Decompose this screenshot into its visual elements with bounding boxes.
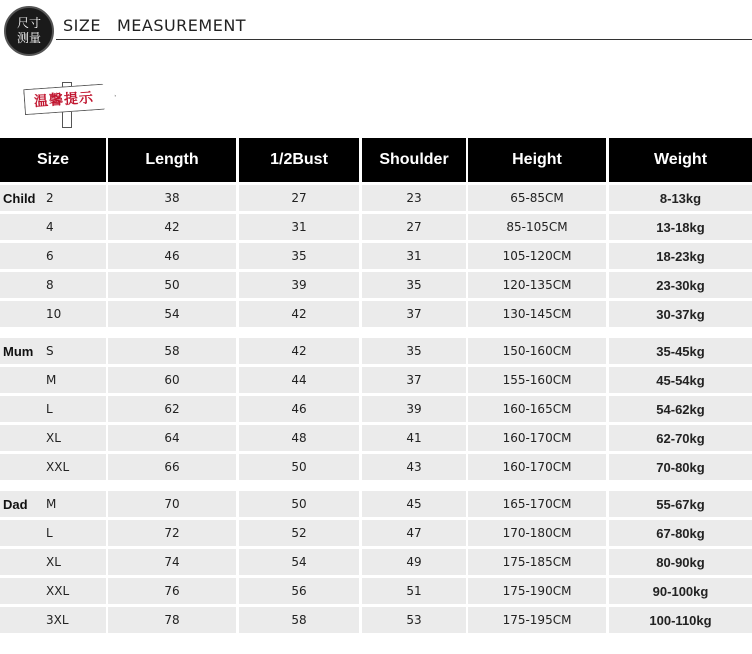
cell-half-bust: 54 bbox=[239, 549, 359, 575]
size-value: L bbox=[46, 402, 53, 416]
cell-shoulder: 35 bbox=[362, 272, 466, 298]
table-row bbox=[0, 272, 752, 298]
cell-shoulder: 49 bbox=[362, 549, 466, 575]
header-divider bbox=[56, 39, 752, 40]
cell-weight: 62-70kg bbox=[609, 425, 752, 451]
table-row bbox=[0, 214, 752, 240]
cell-length: 62 bbox=[108, 396, 236, 422]
table-row bbox=[0, 338, 752, 364]
table-row bbox=[0, 243, 752, 269]
cell-half-bust: 42 bbox=[239, 301, 359, 327]
cell-height: 175-190CM bbox=[468, 578, 606, 604]
cell-height: 85-105CM bbox=[468, 214, 606, 240]
cell-size bbox=[0, 425, 106, 451]
cell-height: 150-160CM bbox=[468, 338, 606, 364]
page-header bbox=[0, 0, 752, 56]
table-row bbox=[0, 185, 752, 211]
cell-weight: 35-45kg bbox=[609, 338, 752, 364]
cell-size bbox=[0, 607, 106, 633]
table-row bbox=[0, 578, 752, 604]
cell-weight: 18-23kg bbox=[609, 243, 752, 269]
cell-shoulder: 45 bbox=[362, 491, 466, 517]
badge-line-1: 尺寸 bbox=[16, 16, 41, 30]
cell-length: 74 bbox=[108, 549, 236, 575]
cell-shoulder: 39 bbox=[362, 396, 466, 422]
size-value: M bbox=[46, 373, 57, 387]
cell-half-bust: 58 bbox=[239, 607, 359, 633]
cell-length: 42 bbox=[108, 214, 236, 240]
cell-height: 175-195CM bbox=[468, 607, 606, 633]
cell-shoulder: 53 bbox=[362, 607, 466, 633]
size-value: XXL bbox=[46, 584, 70, 598]
cell-size bbox=[0, 491, 106, 517]
table-row bbox=[0, 549, 752, 575]
cell-half-bust: 31 bbox=[239, 214, 359, 240]
cell-height: 170-180CM bbox=[468, 520, 606, 546]
cell-weight: 30-37kg bbox=[609, 301, 752, 327]
cell-size bbox=[0, 520, 106, 546]
cell-height: 160-170CM bbox=[468, 454, 606, 480]
cell-height: 165-170CM bbox=[468, 491, 606, 517]
cell-weight: 100-110kg bbox=[609, 607, 752, 633]
cell-shoulder: 41 bbox=[362, 425, 466, 451]
cell-half-bust: 35 bbox=[239, 243, 359, 269]
size-value: XL bbox=[46, 431, 61, 445]
cell-half-bust: 39 bbox=[239, 272, 359, 298]
size-value: L bbox=[46, 526, 53, 540]
cell-shoulder: 23 bbox=[362, 185, 466, 211]
table-row bbox=[0, 301, 752, 327]
size-value: 10 bbox=[46, 307, 62, 321]
cell-half-bust: 46 bbox=[239, 396, 359, 422]
cell-weight: 70-80kg bbox=[609, 454, 752, 480]
group-label: Mum bbox=[3, 343, 34, 359]
cell-length: 54 bbox=[108, 301, 236, 327]
table-header-row bbox=[0, 138, 752, 182]
size-value: 3XL bbox=[46, 613, 69, 627]
group-label: Child bbox=[3, 190, 36, 206]
cell-length: 58 bbox=[108, 338, 236, 364]
size-value: 8 bbox=[46, 278, 54, 292]
cell-length: 66 bbox=[108, 454, 236, 480]
title-size: SIZE bbox=[63, 16, 101, 35]
cell-height: 175-185CM bbox=[468, 549, 606, 575]
column-header-shoulder: Shoulder bbox=[362, 138, 466, 182]
cell-weight: 13-18kg bbox=[609, 214, 752, 240]
cell-size bbox=[0, 396, 106, 422]
cell-length: 70 bbox=[108, 491, 236, 517]
cell-weight: 8-13kg bbox=[609, 185, 752, 211]
cell-shoulder: 43 bbox=[362, 454, 466, 480]
table-row bbox=[0, 367, 752, 393]
cell-shoulder: 47 bbox=[362, 520, 466, 546]
cell-shoulder: 37 bbox=[362, 301, 466, 327]
cell-half-bust: 44 bbox=[239, 367, 359, 393]
size-value: XL bbox=[46, 555, 61, 569]
cell-half-bust: 50 bbox=[239, 491, 359, 517]
cell-size bbox=[0, 272, 106, 298]
table-row bbox=[0, 491, 752, 517]
cell-shoulder: 31 bbox=[362, 243, 466, 269]
cell-half-bust: 42 bbox=[239, 338, 359, 364]
cell-height: 155-160CM bbox=[468, 367, 606, 393]
cell-size bbox=[0, 338, 106, 364]
cell-height: 105-120CM bbox=[468, 243, 606, 269]
tip-label: 温馨提示 bbox=[33, 89, 95, 111]
title-measurement: MEASUREMENT bbox=[116, 16, 247, 35]
cell-weight: 80-90kg bbox=[609, 549, 752, 575]
cell-weight: 67-80kg bbox=[609, 520, 752, 546]
cell-size bbox=[0, 185, 106, 211]
cell-size bbox=[0, 214, 106, 240]
table-row bbox=[0, 425, 752, 451]
cell-length: 50 bbox=[108, 272, 236, 298]
table-row bbox=[0, 607, 752, 633]
size-value: 2 bbox=[46, 191, 54, 205]
cell-half-bust: 48 bbox=[239, 425, 359, 451]
cell-half-bust: 52 bbox=[239, 520, 359, 546]
table-row bbox=[0, 520, 752, 546]
cell-length: 76 bbox=[108, 578, 236, 604]
cell-weight: 90-100kg bbox=[609, 578, 752, 604]
cell-height: 160-165CM bbox=[468, 396, 606, 422]
column-header-half-bust: 1/2Bust bbox=[239, 138, 359, 182]
column-header-length: Length bbox=[108, 138, 236, 182]
cell-height: 130-145CM bbox=[468, 301, 606, 327]
size-table bbox=[0, 138, 752, 633]
table-row bbox=[0, 396, 752, 422]
column-header-size: Size bbox=[0, 138, 106, 182]
size-badge bbox=[4, 6, 54, 56]
cell-length: 38 bbox=[108, 185, 236, 211]
cell-size bbox=[0, 549, 106, 575]
cell-height: 120-135CM bbox=[468, 272, 606, 298]
column-header-weight: Weight bbox=[609, 138, 752, 182]
group-spacer bbox=[0, 327, 752, 335]
group-label: Dad bbox=[3, 496, 28, 512]
cell-height: 65-85CM bbox=[468, 185, 606, 211]
size-value: S bbox=[46, 344, 54, 358]
cell-height: 160-170CM bbox=[468, 425, 606, 451]
size-value: XXL bbox=[46, 460, 70, 474]
tip-signpost bbox=[24, 76, 120, 126]
size-value: 6 bbox=[46, 249, 54, 263]
cell-weight: 45-54kg bbox=[609, 367, 752, 393]
cell-weight: 23-30kg bbox=[609, 272, 752, 298]
column-header-height: Height bbox=[468, 138, 606, 182]
cell-size bbox=[0, 578, 106, 604]
cell-shoulder: 35 bbox=[362, 338, 466, 364]
cell-weight: 55-67kg bbox=[609, 491, 752, 517]
cell-half-bust: 50 bbox=[239, 454, 359, 480]
cell-length: 60 bbox=[108, 367, 236, 393]
cell-length: 78 bbox=[108, 607, 236, 633]
cell-half-bust: 27 bbox=[239, 185, 359, 211]
size-value: M bbox=[46, 497, 57, 511]
page-title bbox=[63, 16, 246, 35]
cell-size bbox=[0, 301, 106, 327]
cell-length: 72 bbox=[108, 520, 236, 546]
group-spacer bbox=[0, 480, 752, 488]
badge-line-2: 测量 bbox=[16, 31, 41, 45]
cell-shoulder: 51 bbox=[362, 578, 466, 604]
cell-half-bust: 56 bbox=[239, 578, 359, 604]
cell-length: 64 bbox=[108, 425, 236, 451]
cell-size bbox=[0, 243, 106, 269]
cell-size bbox=[0, 367, 106, 393]
cell-shoulder: 27 bbox=[362, 214, 466, 240]
size-value: 4 bbox=[46, 220, 54, 234]
cell-shoulder: 37 bbox=[362, 367, 466, 393]
cell-weight: 54-62kg bbox=[609, 396, 752, 422]
cell-size bbox=[0, 454, 106, 480]
cell-length: 46 bbox=[108, 243, 236, 269]
table-row bbox=[0, 454, 752, 480]
